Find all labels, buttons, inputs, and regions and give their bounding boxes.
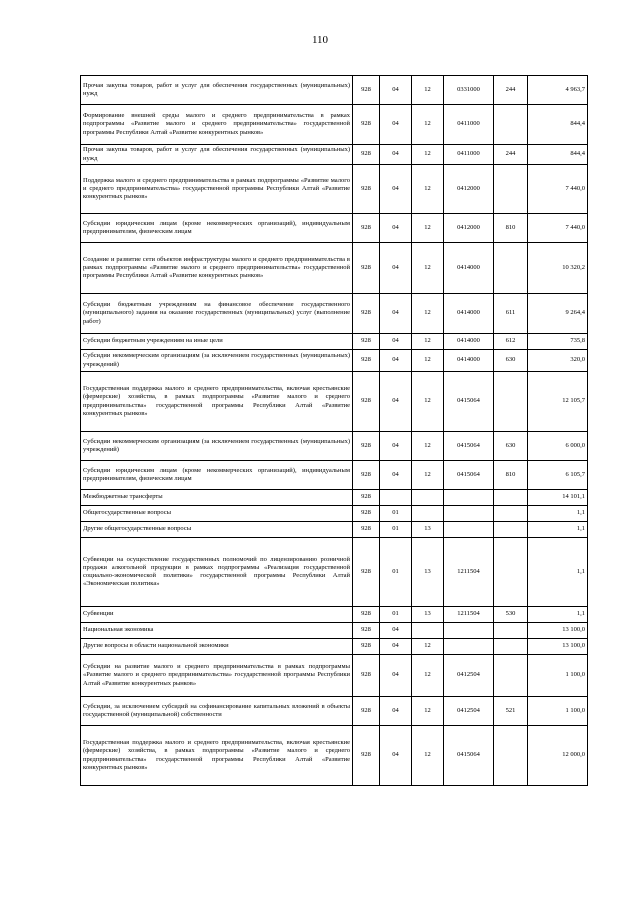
table-row [81,105,588,145]
target-article: 0415064 [444,726,494,786]
row-name: Прочая закупка товаров, работ и услуг для обеспечения государственных (муниципальных) нужд [81,145,353,165]
target-article: 0414000 [444,350,494,372]
amount: 320,0 [528,350,588,372]
table-row [81,726,588,786]
target-article: 0414000 [444,294,494,334]
target-article [444,490,494,506]
amount: 844,4 [528,145,588,165]
row-name: Субсидии некоммерческим организациям (за исключением государственных (муниципальных) учреждений) [81,432,353,461]
table-row [81,76,588,105]
amount: 10 320,2 [528,243,588,294]
ministry-code: 928 [353,623,380,639]
row-name: Субвенции на осуществление государственных полномочий по лицензированию розничной продажи алкогольной продукции в рамках подпрограммы «Реализация государственной социально-экономической политики» государственной программы Республики Алтай «Экономическая политика» [81,538,353,607]
ministry-code: 928 [353,350,380,372]
section-code: 04 [380,165,412,214]
subsection-code: 13 [412,522,444,538]
table-row [81,334,588,350]
amount: 7 440,0 [528,214,588,243]
expense-type [494,623,528,639]
subsection-code: 12 [412,243,444,294]
ministry-code: 928 [353,294,380,334]
target-article [444,623,494,639]
target-article [444,639,494,655]
section-code: 04 [380,639,412,655]
subsection-code: 12 [412,334,444,350]
subsection-code: 12 [412,76,444,105]
section-code: 04 [380,214,412,243]
expense-type [494,639,528,655]
section-code: 04 [380,350,412,372]
expense-type [494,655,528,697]
section-code: 04 [380,334,412,350]
expense-type: 530 [494,607,528,623]
section-code: 04 [380,461,412,490]
section-code: 04 [380,372,412,432]
subsection-code: 12 [412,105,444,145]
amount: 13 100,0 [528,639,588,655]
table-row [81,490,588,506]
target-article [444,506,494,522]
expense-type [494,372,528,432]
row-name: Создание и развитие сети объектов инфраструктуры малого и среднего предпринимательства в рамках подпрограммы «Развитие малого и среднего предпринимательства» государственной программы Республики Алтай «Развитие конкурентных рынков» [81,243,353,294]
expense-type [494,538,528,607]
table-row [81,697,588,726]
budget-table [80,75,588,786]
row-name: Общегосударственные вопросы [81,506,353,522]
subsection-code: 12 [412,461,444,490]
amount: 735,8 [528,334,588,350]
ministry-code: 928 [353,522,380,538]
amount: 6 000,0 [528,432,588,461]
table-row [81,506,588,522]
table-row [81,294,588,334]
section-code: 01 [380,538,412,607]
row-name: Субсидии юридическим лицам (кроме некоммерческих организаций), индивидуальным предпринимателям, физическим лицам [81,214,353,243]
target-article: 0412000 [444,214,494,243]
ministry-code: 928 [353,607,380,623]
subsection-code: 13 [412,538,444,607]
section-code: 01 [380,506,412,522]
table-row [81,243,588,294]
expense-type [494,506,528,522]
target-article: 0412000 [444,165,494,214]
ministry-code: 928 [353,76,380,105]
section-code: 01 [380,607,412,623]
target-article: 0411000 [444,145,494,165]
target-article: 0411000 [444,105,494,145]
target-article: 0412504 [444,655,494,697]
row-name: Прочая закупка товаров, работ и услуг для обеспечения государственных (муниципальных) нужд [81,76,353,105]
table-row [81,165,588,214]
table-row [81,350,588,372]
section-code [380,490,412,506]
row-name: Поддержка малого и среднего предпринимательства в рамках подпрограммы «Развитие малого и среднего предпринимательства» государственной программы Республики Алтай «Развитие конкурентных рынков» [81,165,353,214]
table-row [81,214,588,243]
section-code: 04 [380,726,412,786]
ministry-code: 928 [353,243,380,294]
row-name: Формирование внешней среды малого и среднего предпринимательства в рамках подпрограммы «Развитие малого и среднего предпринимательства» государственной программы Республики Алтай «Развитие конкурентных рынков» [81,105,353,145]
table-row [81,607,588,623]
subsection-code: 12 [412,350,444,372]
table-row [81,145,588,165]
table-row [81,432,588,461]
expense-type: 521 [494,697,528,726]
section-code: 04 [380,697,412,726]
table-row [81,639,588,655]
table-row [81,372,588,432]
ministry-code: 928 [353,461,380,490]
amount: 1,1 [528,538,588,607]
ministry-code: 928 [353,538,380,607]
target-article: 0415064 [444,461,494,490]
ministry-code: 928 [353,372,380,432]
table-row [81,655,588,697]
ministry-code: 928 [353,506,380,522]
expense-type [494,522,528,538]
target-article: 1211504 [444,538,494,607]
ministry-code: 928 [353,165,380,214]
ministry-code: 928 [353,214,380,243]
amount: 1 100,0 [528,655,588,697]
row-name: Субсидии бюджетным учреждениям на финансовое обеспечение государственного (муниципального) задания на оказание государственных (муниципальных) услуг (выполнение работ) [81,294,353,334]
expense-type [494,726,528,786]
section-code: 04 [380,655,412,697]
subsection-code: 12 [412,697,444,726]
target-article: 0331000 [444,76,494,105]
amount: 1 100,0 [528,697,588,726]
expense-type [494,490,528,506]
section-code: 01 [380,522,412,538]
row-name: Межбюджетные трансферты [81,490,353,506]
amount: 844,4 [528,105,588,145]
subsection-code [412,623,444,639]
section-code: 04 [380,145,412,165]
expense-type: 611 [494,294,528,334]
subsection-code: 12 [412,214,444,243]
row-name: Государственная поддержка малого и среднего предпринимательства, включая крестьянские (фермерские) хозяйства, в рамках подпрограммы «Развитие малого и среднего предпринимательства» государственной программы Республики Алтай «Развитие конкурентных рынков» [81,372,353,432]
ministry-code: 928 [353,432,380,461]
target-article: 1211504 [444,607,494,623]
table-row [81,623,588,639]
row-name: Субсидии, за исключением субсидий на софинансирование капитальных вложений в объекты государственной (муниципальной) собственности [81,697,353,726]
amount: 12 000,0 [528,726,588,786]
expense-type: 810 [494,214,528,243]
expense-type: 810 [494,461,528,490]
section-code: 04 [380,105,412,145]
row-name: Государственная поддержка малого и среднего предпринимательства, включая крестьянские (фермерские) хозяйства, в рамках подпрограммы «Развитие малого и среднего предпринимательства» государственной программы Республики Алтай «Развитие конкурентных рынков» [81,726,353,786]
row-name: Субсидии некоммерческим организациям (за исключением государственных (муниципальных) учреждений) [81,350,353,372]
row-name: Субвенции [81,607,353,623]
subsection-code [412,490,444,506]
subsection-code: 12 [412,432,444,461]
subsection-code: 12 [412,655,444,697]
ministry-code: 928 [353,639,380,655]
ministry-code: 928 [353,655,380,697]
table-row [81,461,588,490]
amount: 12 105,7 [528,372,588,432]
target-article: 0412504 [444,697,494,726]
ministry-code: 928 [353,105,380,145]
row-name: Другие общегосударственные вопросы [81,522,353,538]
section-code: 04 [380,294,412,334]
amount: 13 100,0 [528,623,588,639]
row-name: Другие вопросы в области национальной экономики [81,639,353,655]
target-article: 0415064 [444,372,494,432]
table-row [81,538,588,607]
amount: 9 264,4 [528,294,588,334]
expense-type: 612 [494,334,528,350]
expense-type: 244 [494,145,528,165]
subsection-code: 12 [412,294,444,334]
row-name: Субсидии на развитие малого и среднего предпринимательства в рамках подпрограммы «Развитие малого и среднего предпринимательства» государственной программы Республики Алтай «Развитие конкурентных рынков» [81,655,353,697]
page-number: 110 [311,34,329,46]
row-name: Национальная экономика [81,623,353,639]
ministry-code: 928 [353,726,380,786]
expense-type: 244 [494,76,528,105]
section-code: 04 [380,243,412,294]
section-code: 04 [380,76,412,105]
amount: 14 101,1 [528,490,588,506]
subsection-code: 12 [412,372,444,432]
subsection-code: 13 [412,607,444,623]
expense-type: 630 [494,432,528,461]
ministry-code: 928 [353,697,380,726]
subsection-code: 12 [412,726,444,786]
section-code: 04 [380,623,412,639]
amount: 4 963,7 [528,76,588,105]
subsection-code [412,506,444,522]
target-article: 0414000 [444,243,494,294]
row-name: Субсидии бюджетным учреждениям на иные цели [81,334,353,350]
amount: 1,1 [528,506,588,522]
ministry-code: 928 [353,145,380,165]
expense-type [494,243,528,294]
ministry-code: 928 [353,334,380,350]
amount: 7 440,0 [528,165,588,214]
subsection-code: 12 [412,639,444,655]
expense-type [494,105,528,145]
section-code: 04 [380,432,412,461]
subsection-code: 12 [412,145,444,165]
target-article: 0415064 [444,432,494,461]
target-article [444,522,494,538]
target-article: 0414000 [444,334,494,350]
expense-type: 630 [494,350,528,372]
subsection-code: 12 [412,165,444,214]
amount: 1,1 [528,607,588,623]
row-name: Субсидии юридическим лицам (кроме некоммерческих организаций), индивидуальным предпринимателям, физическим лицам [81,461,353,490]
amount: 1,1 [528,522,588,538]
table-row [81,522,588,538]
amount: 6 105,7 [528,461,588,490]
expense-type [494,165,528,214]
ministry-code: 928 [353,490,380,506]
